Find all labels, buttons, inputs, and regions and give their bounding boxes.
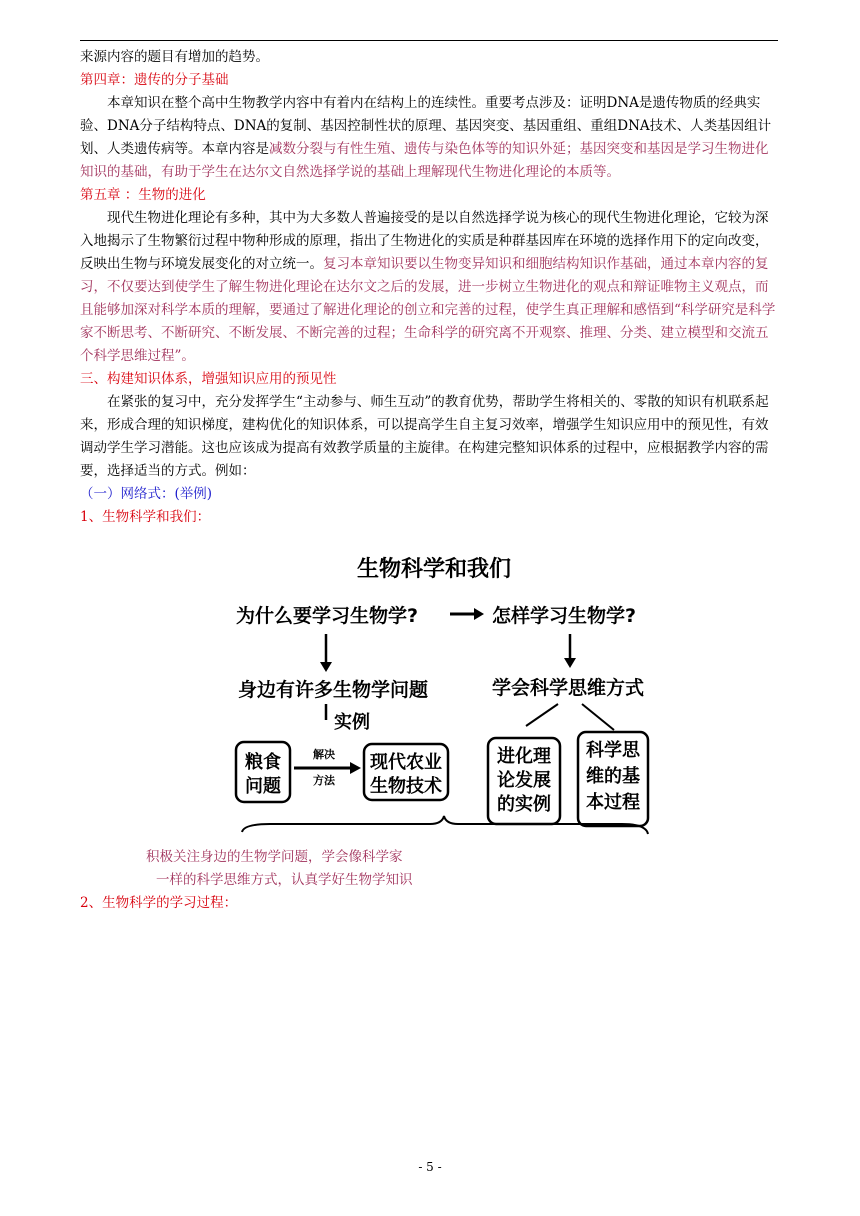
header-rule bbox=[80, 40, 778, 41]
diagram-solve-bottom: 方法 bbox=[313, 774, 335, 787]
chapter5-heading: 第五章 ：生物的进化 bbox=[80, 187, 206, 203]
item1-heading: 1、生物科学和我们： bbox=[80, 509, 211, 525]
down-arrow-icon bbox=[564, 634, 576, 668]
caption-line-2: 一样的科学思维方式，认真学好生物学知识 bbox=[156, 872, 413, 888]
box-grain-line2: 问题 bbox=[245, 776, 281, 797]
down-arrow-icon bbox=[320, 634, 332, 672]
item2-heading: 2、生物科学的学习过程： bbox=[80, 895, 238, 911]
diagram-question-why: 为什么要学习生物学? bbox=[236, 605, 419, 627]
diagram-left-middle: 身边有许多生物学问题 bbox=[238, 679, 429, 701]
network-subheading: （一）网络式：(举例) bbox=[80, 486, 213, 502]
chapter4-heading: 第四章：遗传的分子基础 bbox=[80, 72, 229, 88]
chapter4-highlight: 减数分裂与有性生殖、遗传与染色体等的知识外延；基因突变和基因是学习生物进化知识的基础，有助于学生在达尔文自然选择学说的基础上理解现代生物进化理论的本质等。 bbox=[80, 141, 769, 180]
diagram-question-how: 怎样学习生物学? bbox=[492, 605, 637, 627]
box-think-line2: 维的基 bbox=[586, 766, 640, 787]
box-agri-line1: 现代农业 bbox=[370, 752, 442, 773]
diagram-example-label: 实例 bbox=[334, 712, 370, 733]
intro-line: 来源内容的题目有增加的趋势。 bbox=[80, 49, 269, 65]
box-think-line3: 本过程 bbox=[586, 792, 640, 813]
diagram-brace bbox=[242, 816, 648, 834]
diagram-caption bbox=[146, 846, 413, 892]
box-evo-line2: 论发展 bbox=[497, 770, 551, 791]
diagram-title: 生物科学和我们 bbox=[356, 557, 512, 582]
box-evo-line3: 的实例 bbox=[497, 794, 551, 815]
box-agri-line2: 生物技术 bbox=[370, 776, 442, 797]
caption-line-1: 积极关注身边的生物学问题，学会像科学家 bbox=[146, 849, 403, 865]
chapter5-highlight: 复习本章知识要以生物变异知识和细胞结构知识作基础，通过本章内容的复习，不仅要达到使学生了解生物进化理论在达尔文之后的发展，进一步树立生物进化的观点和辩证唯物主义观点，而且能够加深对科学本质的理解，要通过了解进化理论的创立和完善的过程，使学生真正理解和感悟到“科学研究是科学家不断思考、不断研究、不断发展、不断完善的过程；生命科学的研究离不开观察、推理、分类、建立模型和交流五个科学思维过程”。 bbox=[80, 256, 776, 364]
page-body bbox=[80, 46, 778, 529]
diagram-right-middle: 学会科学思维方式 bbox=[492, 677, 645, 699]
part3-paragraph: 在紧张的复习中，充分发挥学生“主动参与、师生互动”的教育优势，帮助学生将相关的、零散的知识有机联系起来，形成合理的知识梯度，建构优化的知识体系，可以提高学生自主复习效率，增强学生知识应用中的预见性，有效调动学生学习潜能。这也应该成为提高有效教学质量的主旋律。在构建完整知识体系的过程中，应根据教学内容的需要，选择适当的方式。例如： bbox=[80, 394, 769, 479]
box-evo-line1: 进化理 bbox=[497, 746, 551, 767]
chapter5-paragraph bbox=[80, 207, 778, 368]
chapter4-paragraph bbox=[80, 92, 778, 184]
diagram-solve-top: 解决 bbox=[313, 748, 335, 761]
chapter5-text: 现代生物进化理论有多种，其中为大多数人普遍接受的是以自然选择学说为核心的现代生物进化理论，它较为深入地揭示了生物繁衍过程中物种形成的原理，指出了生物进化的实质是种群基因库在环境的选择作用下的定向改变，反映出生物与环境发展变化的对立统一。 bbox=[80, 210, 769, 272]
box-think-line1: 科学思 bbox=[586, 740, 640, 761]
right-arrow-icon bbox=[450, 608, 484, 620]
chapter4-text: 本章知识在整个高中生物教学内容中有着内在结构上的连续性。重要考点涉及：证明DNA是遗传物质的经典实验、DNA分子结构特点、DNA的复制、基因控制性状的原理、基因突变、基因重组、重组DNA技术、人类基因组计划、人类遗传病等。本章内容是 bbox=[80, 95, 772, 157]
box-grain-line1: 粮食 bbox=[245, 752, 281, 773]
right-arrow-icon bbox=[294, 762, 361, 774]
part3-heading: 三、构建知识体系，增强知识应用的预见性 bbox=[80, 371, 337, 387]
concept-diagram bbox=[230, 548, 656, 846]
page-number: - 5 - bbox=[418, 1160, 442, 1174]
